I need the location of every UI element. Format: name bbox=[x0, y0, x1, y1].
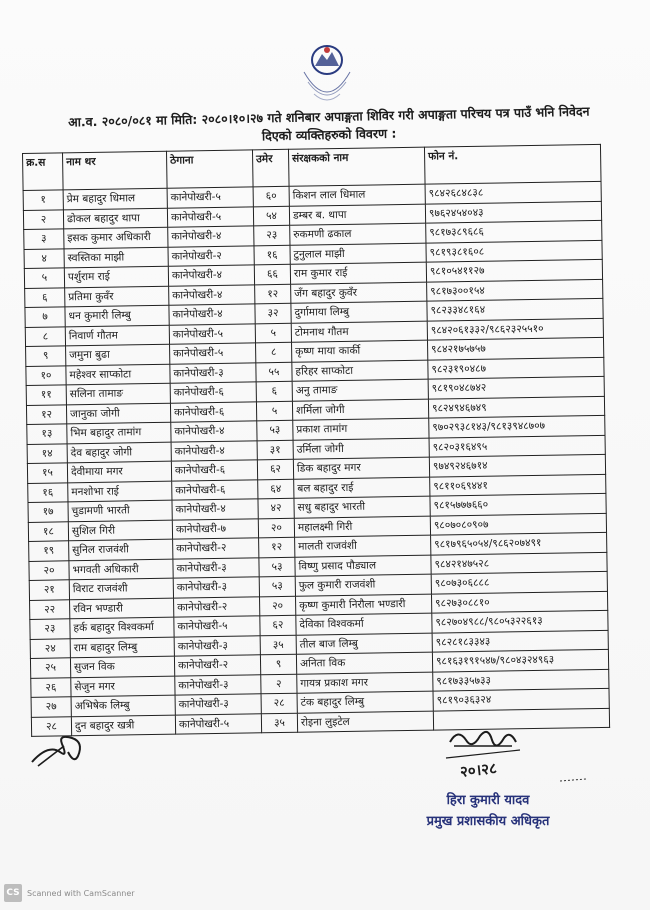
cell-guardian: किशन लाल धिमाल bbox=[289, 184, 425, 206]
cell-phone: ९८१९३८१६०८ bbox=[426, 240, 602, 262]
cell-address: कानेपोखरी-६ bbox=[171, 460, 257, 481]
cell-name: रविन भण्डारी bbox=[70, 598, 174, 619]
cell-serial: २३ bbox=[30, 619, 70, 639]
cell-age: ५५ bbox=[256, 362, 292, 382]
cell-address: कानेपोखरी-३ bbox=[175, 694, 261, 715]
cell-name: सलिना तामाङ bbox=[66, 383, 170, 404]
cell-guardian: फुल कुमारी राजवंशी bbox=[295, 574, 431, 596]
cell-phone: ९८२८१८३३४३ bbox=[432, 630, 608, 652]
municipality-seal-logo bbox=[292, 42, 362, 116]
cell-serial: २२ bbox=[30, 599, 70, 619]
document-heading bbox=[44, 102, 615, 150]
table-body bbox=[23, 181, 610, 736]
cell-address: कानेपोखरी-५ bbox=[174, 616, 260, 637]
cell-serial: २४ bbox=[30, 638, 70, 658]
cell-guardian: टोमनाथ गौतम bbox=[291, 321, 427, 343]
cell-phone: ९८२०३१६४९५ bbox=[429, 435, 605, 457]
cell-guardian: तील बाज लिम्बु bbox=[296, 633, 432, 655]
cell-guardian: सधु बहादुर भारती bbox=[294, 496, 430, 518]
column-header-serial: क्र.स bbox=[23, 153, 64, 191]
cell-address: कानेपोखरी-४ bbox=[172, 499, 258, 520]
cell-name: सेजुन मगर bbox=[71, 676, 175, 697]
cell-serial: १४ bbox=[27, 443, 67, 463]
cell-guardian: देविका विश्वकर्मा bbox=[296, 613, 432, 635]
cell-serial: १९ bbox=[29, 541, 69, 561]
cell-guardian: कृष्ण कुमारी निरौला भण्डारी bbox=[295, 594, 431, 616]
cell-phone: ९७६२४५४०४३ bbox=[425, 201, 601, 223]
cell-name: महेश्वर साप्कोटा bbox=[66, 364, 170, 385]
cell-name: प्रतिमा कुवँर bbox=[65, 286, 169, 307]
cell-age: ३५ bbox=[260, 635, 296, 655]
cell-address: कानेपोखरी-३ bbox=[175, 674, 261, 695]
cell-guardian: गायत्र प्रकाश मगर bbox=[297, 672, 433, 694]
applicants-table-wrapper bbox=[22, 144, 609, 737]
cell-name: देव बहादुर जोगी bbox=[67, 442, 171, 463]
signature-date-scrawl: २०।२८ bbox=[459, 759, 498, 781]
decorative-dots bbox=[560, 770, 590, 780]
cell-phone: ९८४२१४७५२८ bbox=[431, 552, 607, 574]
cell-name: जानुका जोगी bbox=[66, 403, 170, 424]
officer-name: हिरा कुमारी यादव bbox=[446, 793, 530, 808]
cell-name: प्रेम बहादुर धिमाल bbox=[63, 188, 167, 209]
heading-line-1: आ.व. २०८०/०८१ मा मिति: २०८०।१०।२७ गते शनिबार अपाङ्गता शिविर गरी अपाङ्गता परिचय पत्र पाउँ भनि निवेदन bbox=[67, 103, 590, 130]
cell-address: कानेपोखरी-३ bbox=[173, 557, 259, 578]
cell-phone: ९८२३३४८१६४ bbox=[427, 298, 603, 320]
cell-address: कानेपोखरी-२ bbox=[174, 655, 260, 676]
cell-phone: ९८१९०३६३२४ bbox=[433, 688, 609, 710]
cell-phone: ९८२७०४९८८/९८०५३२२६१३ bbox=[432, 610, 608, 632]
cell-guardian: डम्बर ब. थापा bbox=[289, 204, 425, 226]
cell-address: कानेपोखरी-५ bbox=[170, 343, 256, 364]
cell-age: ३५ bbox=[261, 713, 297, 733]
cell-guardian: जँग बहादुर कुवँर bbox=[291, 282, 427, 304]
cell-phone: ९८१७३००१५४ bbox=[427, 279, 603, 301]
cell-guardian: बल बहादुर राई bbox=[294, 477, 430, 499]
column-header-phone: फोन नं. bbox=[424, 144, 601, 184]
cell-age: ३२ bbox=[255, 303, 291, 323]
cell-name: सुशिल गिरी bbox=[68, 520, 172, 541]
cell-guardian: अनिता विक bbox=[296, 652, 432, 674]
cell-guardian: हरिहर साप्कोटा bbox=[292, 360, 428, 382]
cell-guardian: डिक बहादुर मगर bbox=[293, 457, 429, 479]
cell-address: कानेपोखरी-५ bbox=[167, 206, 253, 227]
cell-age: ५ bbox=[255, 323, 291, 343]
cell-name: हर्क बहादुर विश्वकर्मा bbox=[70, 617, 174, 638]
cell-phone: ९८४२०६१३३२/९८६२३२५५१० bbox=[427, 318, 603, 340]
cell-guardian: रोइना लुइटेल bbox=[297, 711, 433, 733]
cell-phone: ९८०७३०६८८८ bbox=[431, 571, 607, 593]
cell-serial: १५ bbox=[27, 463, 67, 483]
cell-phone: ९८१९०४८७४२ bbox=[428, 376, 604, 398]
cell-serial: २ bbox=[23, 209, 63, 229]
cell-address: कानेपोखरी-४ bbox=[168, 226, 254, 247]
left-signature-scrawl bbox=[28, 722, 98, 772]
cell-phone: ९७०२९३८१४३/९८१३९४८७०७ bbox=[429, 415, 605, 437]
cell-address: कानेपोखरी-३ bbox=[170, 362, 256, 383]
cell-address: कानेपोखरी-७ bbox=[172, 518, 258, 539]
cell-serial: ९ bbox=[26, 346, 66, 366]
cell-guardian: शर्मिला जोगी bbox=[292, 399, 428, 421]
cell-address: कानेपोखरी-३ bbox=[173, 577, 259, 598]
camscanner-logo-icon: CS bbox=[4, 884, 22, 902]
seal-emblem-icon bbox=[292, 42, 362, 116]
cell-age: ६२ bbox=[257, 459, 293, 479]
column-header-address: ठेगाना bbox=[166, 150, 253, 188]
cell-name: जमुना बुढा bbox=[66, 344, 170, 365]
cell-age: ८ bbox=[256, 342, 292, 362]
cell-name: देवीमाया मगर bbox=[67, 461, 171, 482]
cell-serial: ८ bbox=[25, 326, 65, 346]
cell-serial: २१ bbox=[29, 580, 69, 600]
cell-serial: ५ bbox=[24, 268, 64, 288]
heading-line-2: दिएको व्यक्तिहरुको विवरण : bbox=[261, 125, 397, 144]
cell-guardian: कृष्ण माया कार्की bbox=[292, 340, 428, 362]
cell-age: ३१ bbox=[257, 440, 293, 460]
officer-signature-scrawl bbox=[440, 722, 530, 794]
cell-serial: १२ bbox=[26, 404, 66, 424]
cell-age: २० bbox=[259, 596, 295, 616]
cell-serial: १८ bbox=[28, 521, 68, 541]
cell-serial: ६ bbox=[25, 287, 65, 307]
column-header-age: उमेर bbox=[252, 149, 289, 187]
cell-address: कानेपोखरी-४ bbox=[171, 440, 257, 461]
handwritten-signature-icon bbox=[28, 722, 98, 772]
cell-age: २३ bbox=[254, 225, 290, 245]
cell-serial: ११ bbox=[26, 385, 66, 405]
cell-guardian: टुनुलाल माझी bbox=[290, 243, 426, 265]
cell-phone: ९८४२६८४८३८ bbox=[425, 181, 601, 203]
cell-guardian: रुकमणी ढकाल bbox=[290, 223, 426, 245]
cell-name: दुन बहादुर खत्री bbox=[71, 715, 175, 736]
cell-serial: ७ bbox=[25, 307, 65, 327]
cell-name: धन कुमारी लिम्बु bbox=[65, 305, 169, 326]
cell-phone: ९८२३१९०४८७ bbox=[428, 357, 604, 379]
cell-address: कानेपोखरी-४ bbox=[169, 284, 255, 305]
cell-name: भिम बहादुर तामांग bbox=[67, 422, 171, 443]
cell-name: ढोकल बहादुर थापा bbox=[63, 208, 167, 229]
cell-address: कानेपोखरी-३ bbox=[174, 635, 260, 656]
cell-serial: २७ bbox=[31, 697, 71, 717]
camscanner-watermark bbox=[4, 884, 135, 902]
cell-phone: ९७४९२४६७१४ bbox=[429, 454, 605, 476]
cell-phone: ९८२४९४६७४९ bbox=[428, 396, 604, 418]
cell-address: कानेपोखरी-४ bbox=[171, 421, 257, 442]
cell-phone: ९८१६३१९१५४७/९८०४३२४९६३ bbox=[432, 649, 608, 671]
cell-phone: ९८४२१७५७५७ bbox=[427, 337, 603, 359]
cell-age: २ bbox=[261, 674, 297, 694]
officer-title: प्रमुख प्रशासकीय अधिकृत bbox=[426, 814, 550, 829]
cell-age: ६२ bbox=[260, 615, 296, 635]
cell-age: ५३ bbox=[259, 576, 295, 596]
cell-age: ६४ bbox=[258, 479, 294, 499]
cell-serial: २६ bbox=[31, 677, 71, 697]
cell-phone: ९८१७९६५०५४/९८६२०७४९१ bbox=[431, 532, 607, 554]
cell-guardian: विष्णु प्रसाद पौड्याल bbox=[295, 555, 431, 577]
cell-phone: ९८१०५४११२७ bbox=[426, 259, 602, 281]
cell-guardian: अनु तामाङ bbox=[292, 379, 428, 401]
officer-stamp bbox=[388, 790, 588, 832]
cell-address: कानेपोखरी-६ bbox=[170, 401, 256, 422]
cell-age: ६० bbox=[253, 186, 289, 206]
cell-guardian: प्रकाश तामांग bbox=[293, 418, 429, 440]
cell-age: १२ bbox=[255, 284, 291, 304]
cell-age: ६६ bbox=[254, 264, 290, 284]
cell-age: ९ bbox=[260, 654, 296, 674]
cell-serial: १० bbox=[26, 365, 66, 385]
cell-age: १६ bbox=[254, 245, 290, 265]
cell-guardian: राम कुमार राई bbox=[290, 262, 426, 284]
cell-address: कानेपोखरी-२ bbox=[174, 596, 260, 617]
cell-age: २८ bbox=[261, 693, 297, 713]
cell-phone: ९८११०६९४४१ bbox=[430, 474, 606, 496]
cell-phone: ९८२७३०८८१० bbox=[431, 591, 607, 613]
cell-guardian: टंक बहादुर लिम्बु bbox=[297, 691, 433, 713]
cell-name: सुनिल राजवंशी bbox=[69, 539, 173, 560]
cell-address: कानेपोखरी-४ bbox=[168, 265, 254, 286]
cell-phone: ९८०७०८०९०७ bbox=[430, 513, 606, 535]
cell-address: कानेपोखरी-५ bbox=[167, 187, 253, 208]
cell-guardian: उर्मिला जोगी bbox=[293, 438, 429, 460]
cell-name: राम बहादुर लिम्बु bbox=[70, 637, 174, 658]
cell-serial: २८ bbox=[31, 716, 71, 736]
cell-age: ५३ bbox=[259, 557, 295, 577]
cell-age: ५३ bbox=[257, 420, 293, 440]
cell-guardian: मालती राजवंशी bbox=[295, 535, 431, 557]
cell-name: इसक कुमार अधिकारी bbox=[64, 227, 168, 248]
cell-serial: २० bbox=[29, 560, 69, 580]
cell-phone: ९८१७३८९६८६ bbox=[426, 220, 602, 242]
cell-name: सुजन विक bbox=[70, 656, 174, 677]
officer-handwritten-signature-icon bbox=[440, 722, 530, 794]
cell-address: कानेपोखरी-६ bbox=[170, 382, 256, 403]
cell-age: १२ bbox=[259, 537, 295, 557]
cell-name: अभिषेक लिम्बु bbox=[71, 695, 175, 716]
cell-name: निवार्ण गौतम bbox=[65, 325, 169, 346]
cell-age: ४२ bbox=[258, 498, 294, 518]
cell-serial: २५ bbox=[30, 658, 70, 678]
cell-serial: १३ bbox=[27, 424, 67, 444]
cell-guardian: महालक्ष्मी गिरी bbox=[294, 516, 430, 538]
column-header-name: नाम थर bbox=[63, 151, 168, 190]
cell-age: ५४ bbox=[253, 206, 289, 226]
cell-guardian: दुर्गामाया लिम्बु bbox=[291, 301, 427, 323]
applicants-table bbox=[22, 144, 610, 737]
cell-address: कानेपोखरी-२ bbox=[168, 245, 254, 266]
cell-age: ६ bbox=[256, 381, 292, 401]
cell-name: स्वस्तिका माझी bbox=[64, 247, 168, 268]
cell-name: पर्शुराम राई bbox=[64, 266, 168, 287]
cell-serial: १६ bbox=[28, 482, 68, 502]
cell-age: २० bbox=[258, 518, 294, 538]
column-header-guardian: संरक्षकको नाम bbox=[288, 147, 425, 186]
cell-phone: ९८१५७७७६६० bbox=[430, 493, 606, 515]
cell-name: मनशोभा राई bbox=[68, 481, 172, 502]
cell-serial: १७ bbox=[28, 502, 68, 522]
cell-address: कानेपोखरी-६ bbox=[172, 479, 258, 500]
cell-address: कानेपोखरी-४ bbox=[169, 304, 255, 325]
cell-serial: १ bbox=[23, 190, 63, 210]
cell-name: विराट राजवंशी bbox=[69, 578, 173, 599]
cell-address: कानेपोखरी-२ bbox=[173, 538, 259, 559]
cell-serial: ४ bbox=[24, 248, 64, 268]
camscanner-caption: Scanned with CamScanner bbox=[27, 888, 135, 898]
cell-address: कानेपोखरी-५ bbox=[175, 713, 261, 734]
cell-name: भगवती अधिकारी bbox=[69, 559, 173, 580]
cell-address: कानेपोखरी-५ bbox=[169, 323, 255, 344]
cell-age: ५ bbox=[256, 401, 292, 421]
cell-phone: ९८१७३३५७३३ bbox=[433, 669, 609, 691]
cell-serial: ३ bbox=[24, 229, 64, 249]
cell-name: चुडामणी भारती bbox=[68, 500, 172, 521]
